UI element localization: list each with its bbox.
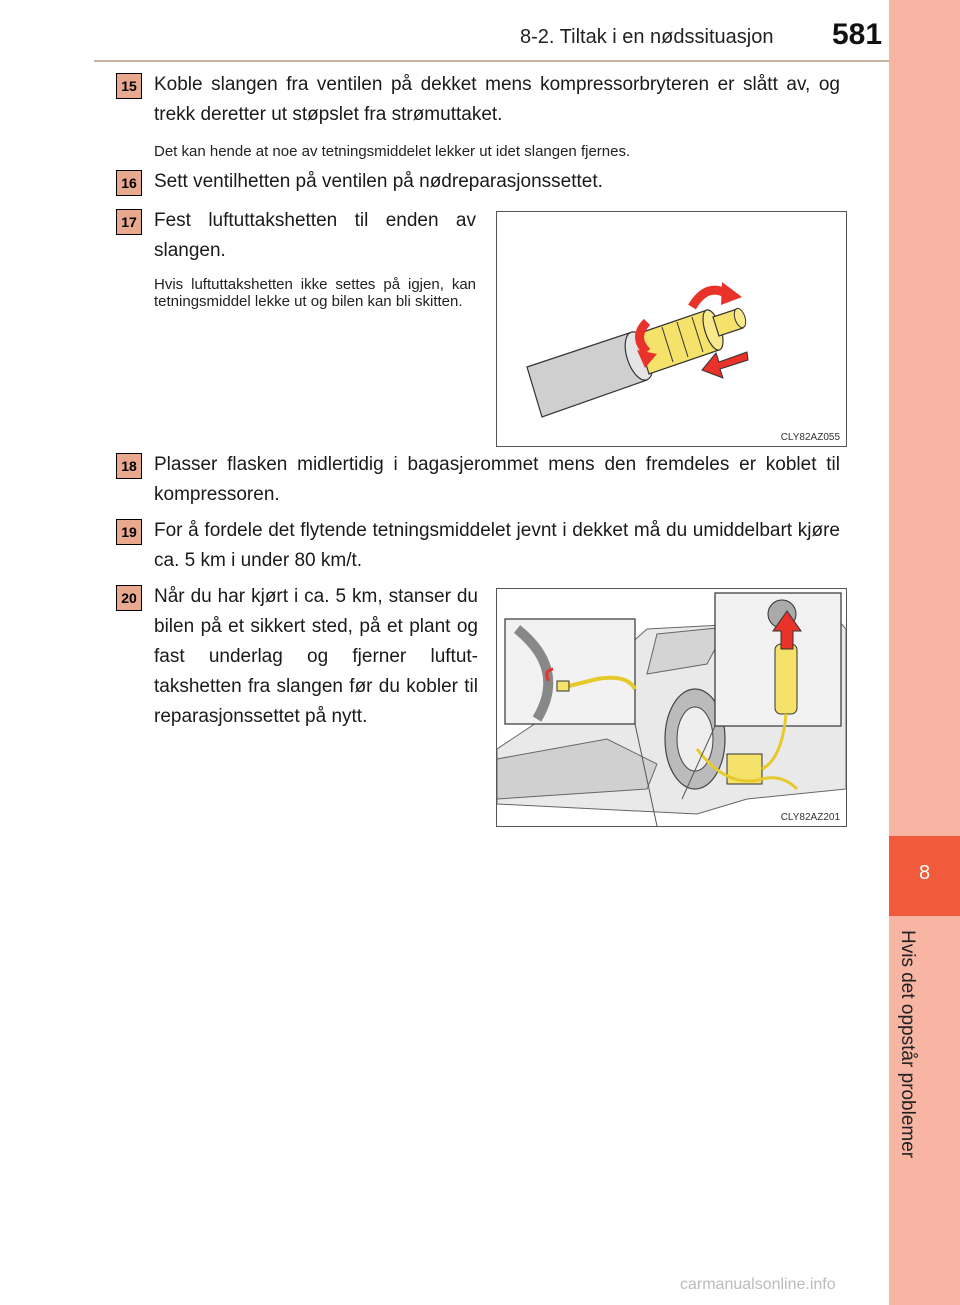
header-divider	[94, 60, 890, 62]
figure-car-repair-kit	[496, 588, 847, 827]
side-tab-upper	[889, 0, 960, 836]
chapter-label: Hvis det oppstår problemer	[897, 930, 918, 1159]
step-15-text: Koble slangen fra ventilen på dekket mens kompressorbryteren er slått av, og trekk deretter ut støpslet fra strømuttaket.	[154, 74, 840, 125]
step-number-20: 20	[116, 585, 142, 611]
step-15-note: Det kan hende at noe av tetningsmiddelet lekker ut idet slangen fjernes.	[154, 143, 631, 160]
figure-hose-cap	[496, 211, 847, 447]
step-16-text: Sett ventilhetten på ventilen på nødreparasjonssettet.	[154, 171, 603, 192]
car-repair-kit-illustration	[497, 589, 846, 826]
step-20-text: Når du har kjørt i ca. 5 km, stanser du bilen på et sikkert sted, på et plant og fast underlag og fjerner luftut-takshetten fra slangen før du kobler til reparasjonssettet på nytt.	[154, 586, 478, 727]
step-number-15: 15	[116, 73, 142, 99]
watermark: carmanualsonline.info	[680, 1276, 836, 1293]
step-number-17: 17	[116, 209, 142, 235]
step-number-16: 16	[116, 170, 142, 196]
step-19-text: For å fordele det flytende tetningsmiddelet jevnt i dekket må du umiddelbart kjøre ca. 5 km i under 80 km/t.	[154, 520, 840, 571]
hose-cap-illustration	[497, 212, 846, 446]
chapter-tab	[889, 836, 960, 916]
step-17-note: Hvis luftuttakshetten ikke settes på igjen, kan tetningsmiddel lekke ut og bilen kan bli skitten.	[154, 276, 476, 310]
chapter-number: 8	[918, 862, 931, 884]
figure-code-1: CLY82AZ055	[780, 432, 840, 443]
figure-code-2: CLY82AZ201	[780, 812, 840, 823]
page-number: 581	[832, 18, 883, 51]
step-number-18: 18	[116, 453, 142, 479]
step-17-text: Fest luftuttakshetten til enden av slangen.	[154, 210, 476, 261]
step-18-text: Plasser flasken midlertidig i bagasjerommet mens den fremdeles er koblet til kompressoren.	[154, 454, 840, 505]
step-number-19: 19	[116, 519, 142, 545]
section-title: 8-2. Tiltak i en nødssituasjon	[520, 26, 774, 48]
